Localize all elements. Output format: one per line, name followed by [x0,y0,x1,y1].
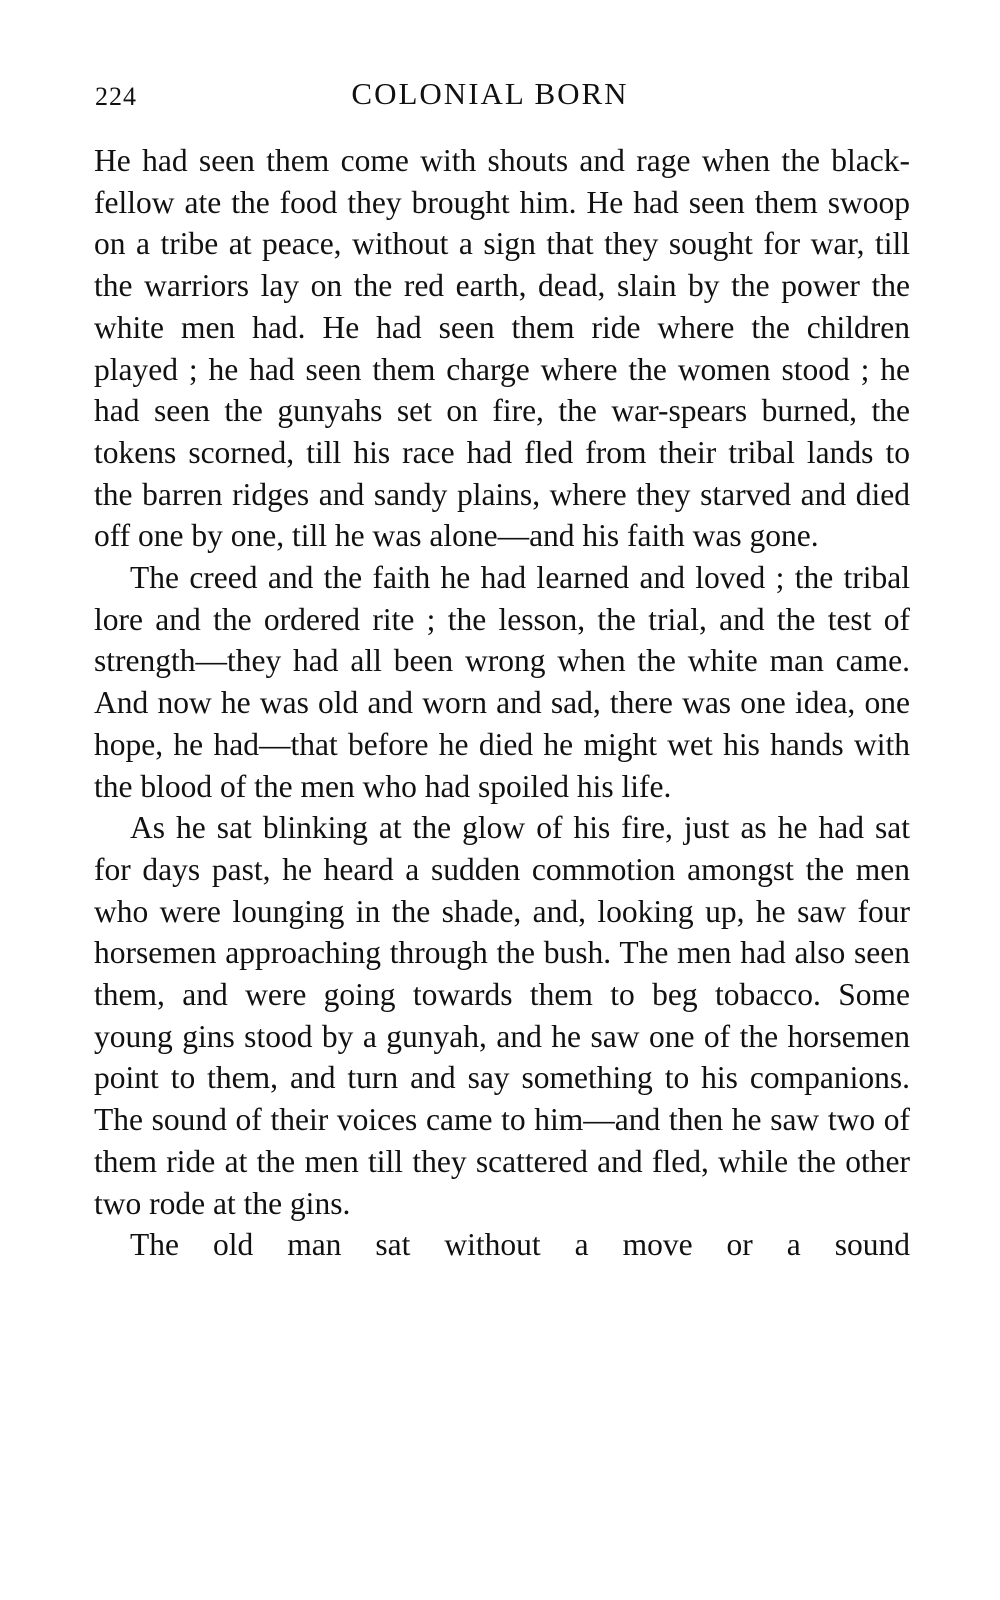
page-number: 224 [95,82,137,111]
running-head [95,76,915,116]
paragraph: He had seen them come with shouts and rage when the black-fellow ate the food they brought him. He had seen them swoop on a tribe at peace, without a sign that they sought for war, till the warriors lay on the red earth, dead, slain by the power the white men had. He had seen them ride where the children played ; he had seen them charge where the women stood ; he had seen the gunyahs set on fire, the war-spears burned, the tokens scorned, till his race had fled from their tribal lands to the barren ridges and sandy plains, where they starved and died off one by one, till he was alone—and his faith was gone. [94,143,910,554]
paragraph: The old man sat without a move or a sound [130,1227,910,1263]
body-text [94,140,910,1266]
running-title: COLONIAL BORN [351,76,629,111]
paragraph: The creed and the faith he had learned and loved ; the tribal lore and the ordered rite ; the lesson, the trial, and the test of strength—they had all been wrong when the white man came. And now he was old and worn and sad, there was one idea, one hope, he had—that before he died he might wet his hands with the blood of the men who had spoiled his life. [94,560,910,804]
paragraph: As he sat blinking at the glow of his fire, just as he had sat for days past, he heard a sudden commotion amongst the men who were lounging in the shade, and, looking up, he saw four horsemen approaching through the bush. The men had also seen them, and were going towards them to beg tobacco. Some young gins stood by a gunyah, and he saw one of the horsemen point to them, and turn and say something to his companions. The sound of their voices came to him—and then he saw two of them ride at the men till they scattered and fled, while the other two rode at the gins. [94,810,910,1221]
